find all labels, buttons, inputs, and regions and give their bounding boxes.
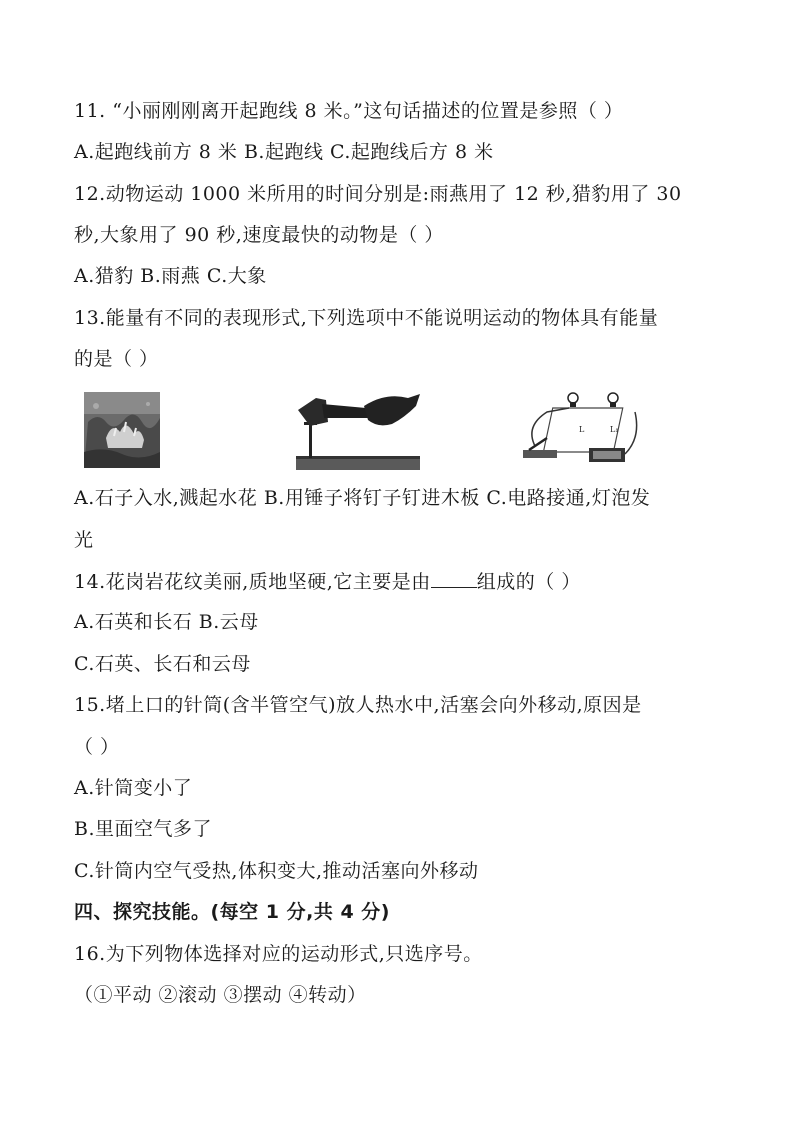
hammer-nail-image (296, 388, 420, 470)
q11-options: A.起跑线前方 8 米 B.起跑线 C.起跑线后方 8 米 (74, 141, 494, 163)
q14-option-c: C.石英、长石和云母 (74, 653, 251, 675)
q16-stem: 16.为下列物体选择对应的运动形式,只选序号。 (74, 943, 483, 965)
q13-stem-line2: 的是（ ） (74, 348, 159, 370)
bulb-label-l1: L₁ (610, 425, 619, 434)
q13-stem-line1: 13.能量有不同的表现形式,下列选项中不能说明运动的物体具有能量 (74, 307, 659, 329)
bulb-label-l: L (579, 425, 585, 434)
q13-figures (84, 388, 644, 470)
q12-stem-line2: 秒,大象用了 90 秒,速度最快的动物是（ ） (74, 224, 444, 246)
q13-options-line1: A.石子入水,溅起水花 B.用锤子将钉子钉进木板 C.电路接通,灯泡发 (74, 487, 651, 509)
q16-choices: （①平动 ②滚动 ③摆动 ④转动） (74, 984, 367, 1006)
section4-heading: 四、探究技能。(每空 1 分,共 4 分) (74, 901, 390, 923)
q15-option-b: B.里面空气多了 (74, 818, 213, 840)
q12-options: A.猎豹 B.雨燕 C.大象 (74, 265, 267, 287)
water-splash-image (84, 392, 160, 468)
q12-stem-line1: 12.动物运动 1000 米所用的时间分别是:雨燕用了 12 秒,猎豹用了 30 (74, 183, 682, 205)
q15-stem-line2: （ ） (74, 736, 120, 758)
q11-stem: 11. “小丽刚刚离开起跑线 8 米。”这句话描述的位置是参照（ ） (74, 100, 624, 122)
q13-options-line2: 光 (74, 529, 94, 551)
circuit-bulbs-image (517, 388, 643, 468)
q14-option-ab: A.石英和长石 B.云母 (74, 611, 259, 633)
q15-option-c: C.针筒内空气受热,体积变大,推动活塞向外移动 (74, 860, 479, 882)
q14-stem (74, 569, 581, 594)
q14-stem-before: 14.花岗岩花纹美丽,质地坚硬,它主要是由 (74, 571, 431, 593)
q14-stem-after: 组成的（ ） (476, 571, 581, 593)
q15-option-a: A.针筒变小了 (74, 777, 193, 799)
q14-answer-blank[interactable] (431, 569, 477, 588)
q15-stem-line1: 15.堵上口的针筒(含半管空气)放人热水中,活塞会向外移动,原因是 (74, 694, 642, 716)
